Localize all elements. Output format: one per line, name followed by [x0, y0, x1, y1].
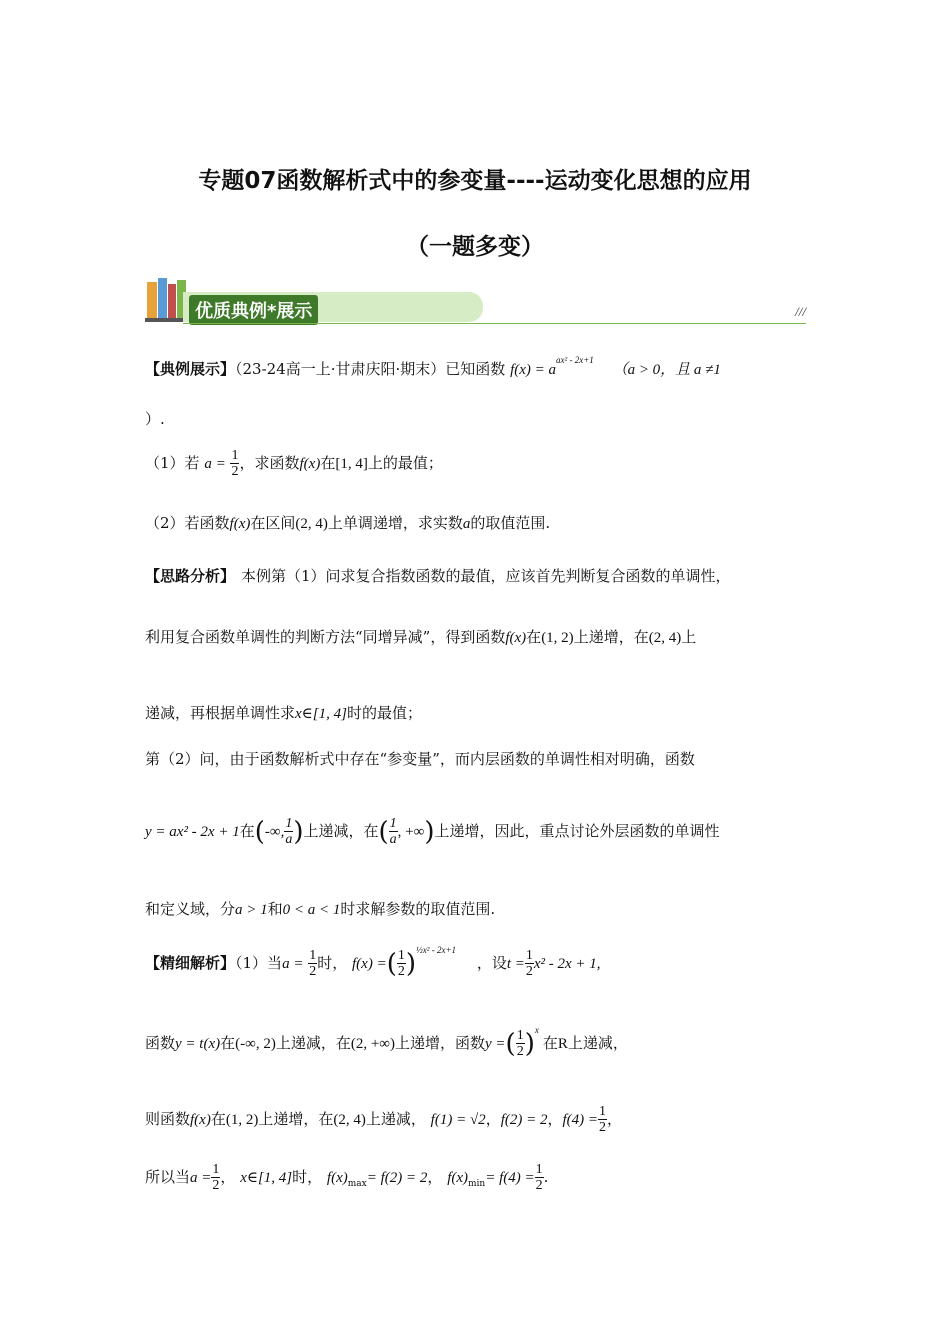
analysis-line1: 【思路分析】 本例第（1）问求复合指数函数的最值，应该首先判断复合函数的单调性， [145, 567, 731, 585]
analysis-line2: 利用复合函数单调性的判断方法“同增异减”，得到函数f(x)在(1, 2)上递增，在(2, 4)上 [145, 628, 697, 646]
question-1: （1）若 a = $\frac{1}{2}$ ，求函数f(x)在[1, 4]上的最值； [145, 448, 443, 480]
banner-divider [183, 323, 806, 324]
example-line2: ）. [145, 410, 165, 428]
analysis-line3: 递减，再根据单调性求x∈[1, 4]时的最值； [145, 704, 422, 722]
solution-line2: 函数y = t(x)在(-∞, 2)上递减，在(2, +∞)上递增，函数y =( $\frac{1}{2}$ )$^x$在R上递减， [145, 1025, 628, 1060]
question-2: （2）若函数f(x)在区间(2, 4)上单调递增，求实数a的取值范围. [145, 514, 551, 532]
page-title: 专题07函数解析式中的参变量----运动变化思想的应用 [198, 168, 752, 194]
section-banner [143, 276, 806, 326]
analysis-line4: 第（2）问，由于函数解析式中存在“参变量”，而内层函数的单调性相对明确，函数 [145, 750, 695, 768]
banner-label: 优质典例*展示 [189, 295, 318, 325]
page-subtitle: （一题多变） [406, 234, 544, 260]
solution-line4: 所以当a = $\frac{1}{2}$ ， x∈[1, 4]时， $f(x)_{max}= f(2) = 2$， $f(x)_{min}= f(4)$ = $\frac{1}{2}$ . [145, 1162, 549, 1194]
analysis-line5: y = ax² - 2x + 1在(-∞, $\frac{1}{a}$ )上递减，在( $\frac{1}{a}$ , +∞)上递增，因此，重点讨论外层函数的单调性 [145, 816, 720, 848]
solution-line3: 则函数f(x)在(1, 2)上递增，在(2, 4)上递减， f(1) = √2，f(2) = 2，f(4) = $\frac{1}{2}$ ， [145, 1104, 623, 1136]
analysis-line6: 和定义域，分a > 1和0 < a < 1时求解参数的取值范围. [145, 900, 496, 918]
banner-marks: /// [795, 304, 806, 319]
example-line1: 【典例展示】（23-24高一上·甘肃庆阳·期末）已知函数 $f(x) = a^{ax^2 - 2x+1}$ （a > 0，且 a ≠1 [145, 355, 721, 378]
solution-line1: 【精细解析】（1）当a = $\frac{1}{2}$ 时， f(x) =( $\frac{1}{2}$ )$^{\frac{1}{2}x^2 - 2x+1}$ ，设t = $\frac{1}{2}$ x² - 2x + 1, [145, 945, 601, 980]
